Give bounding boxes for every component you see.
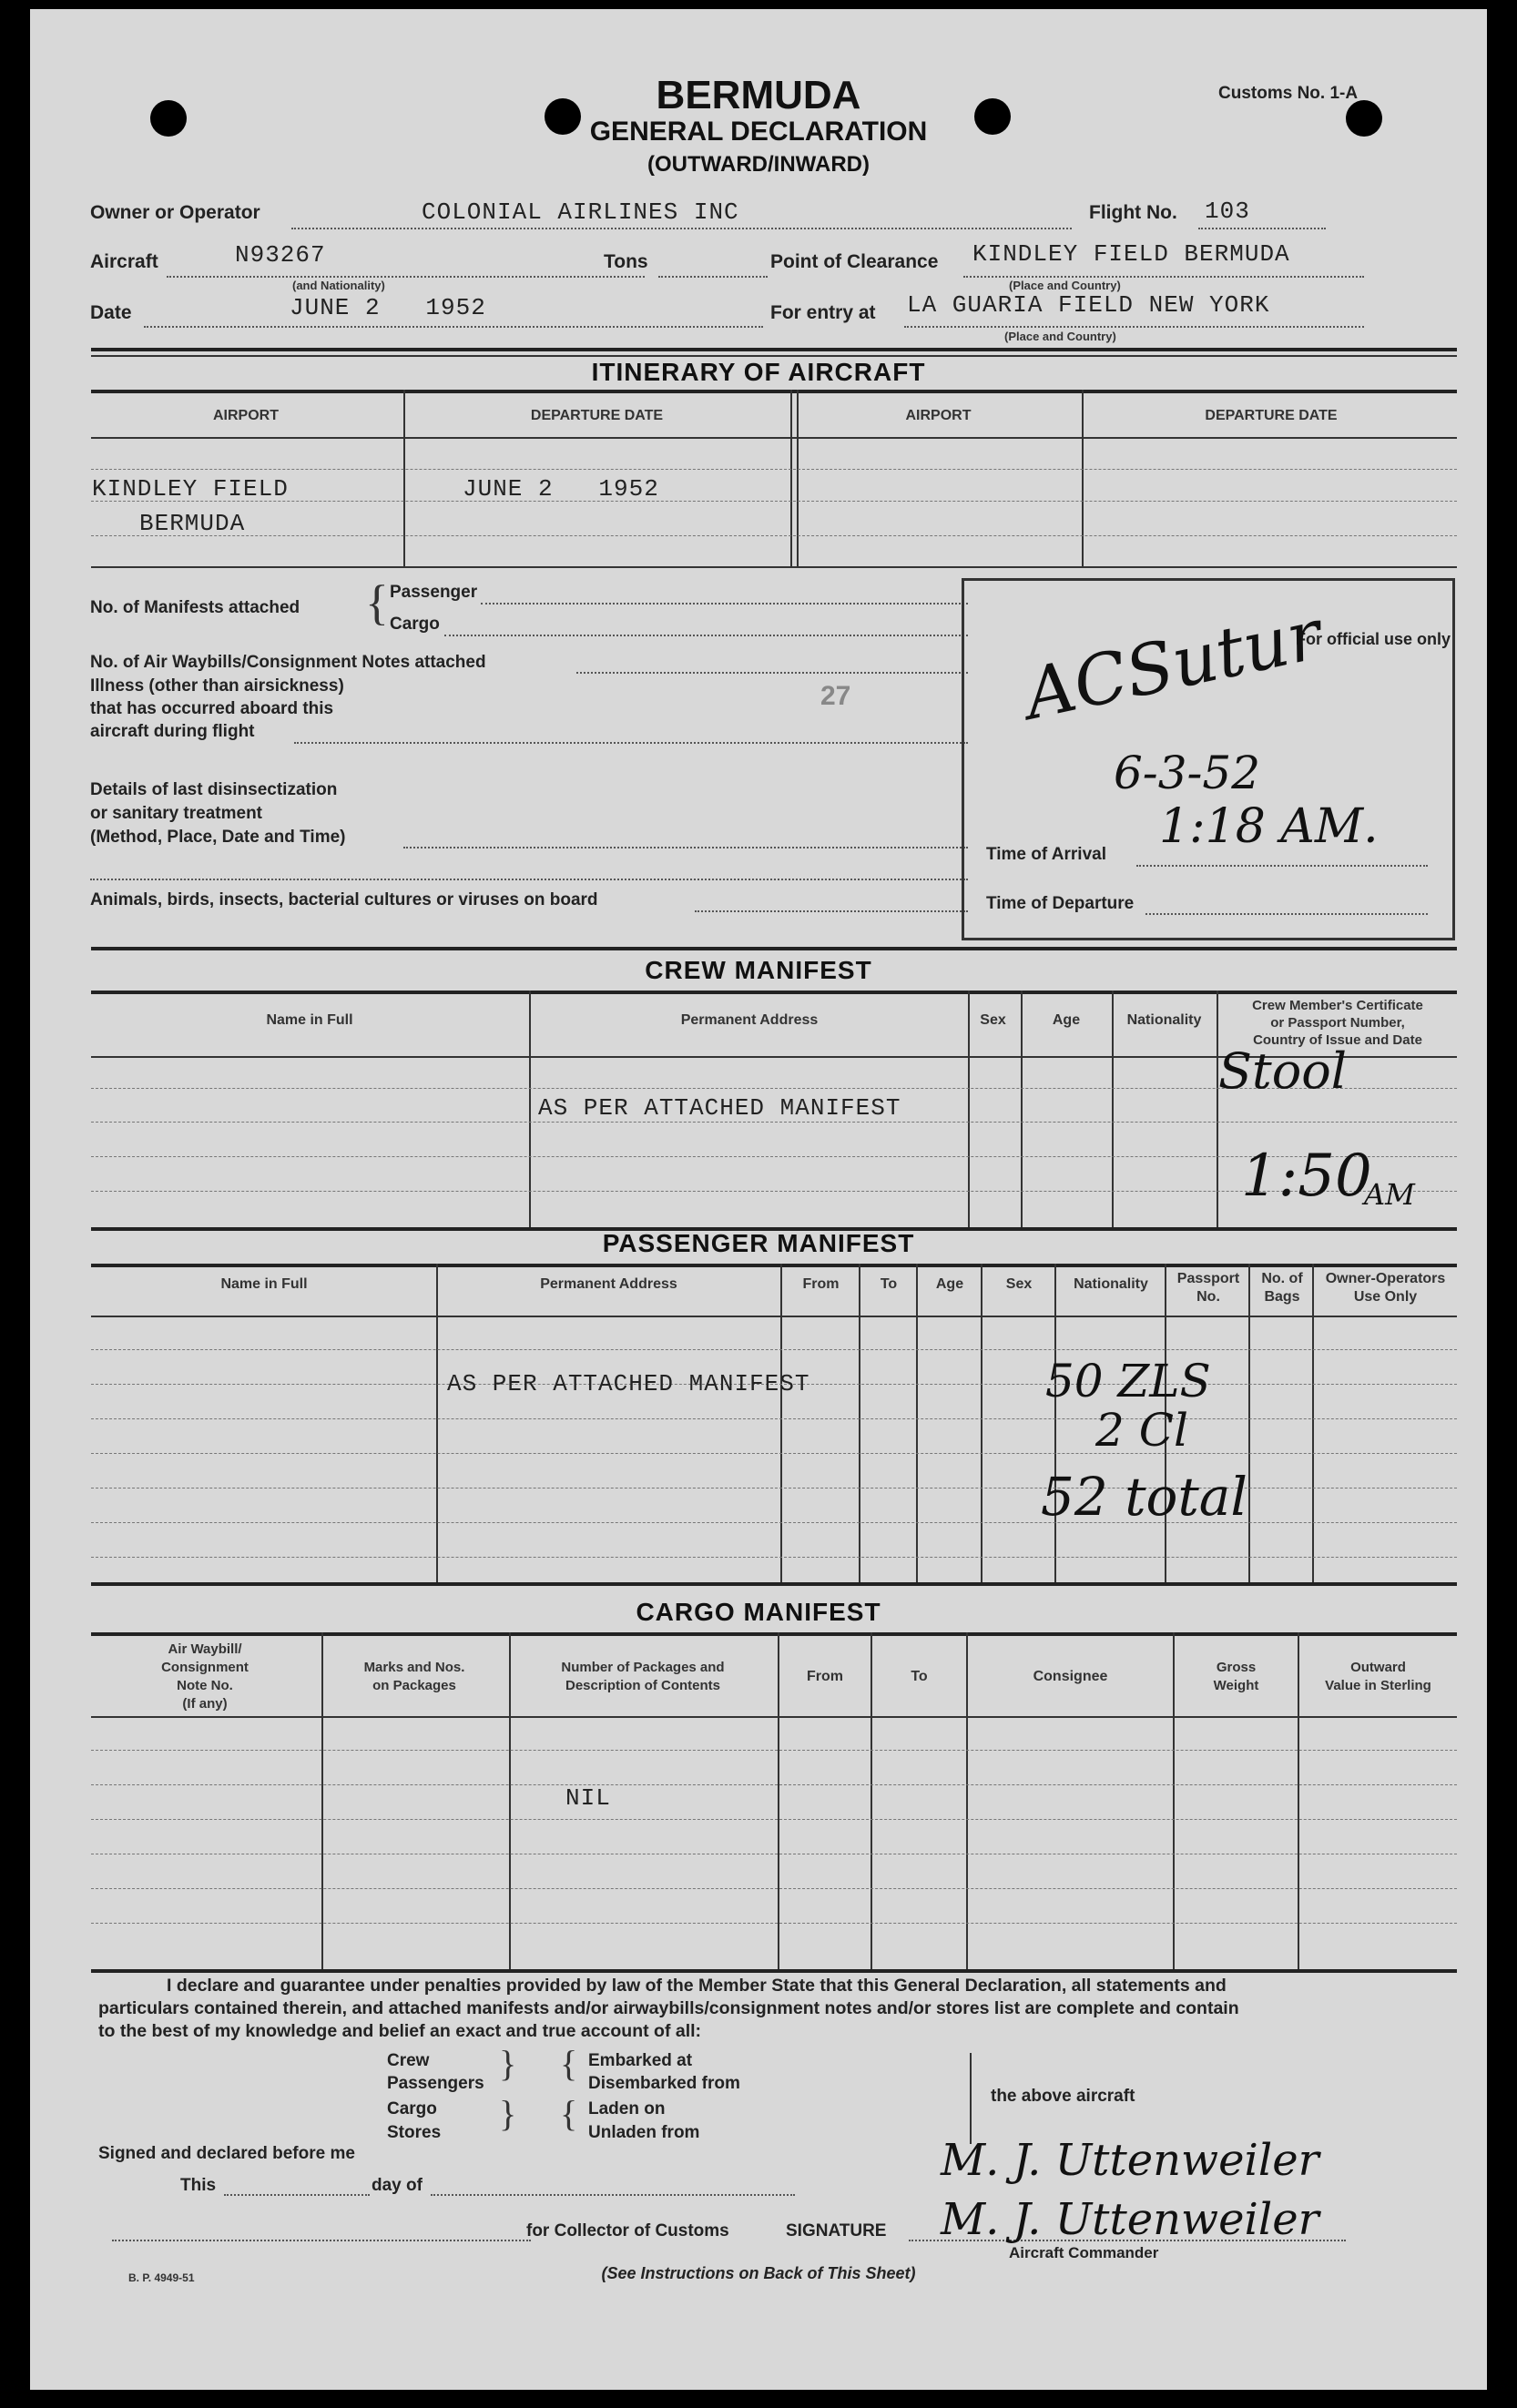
passenger-col-nationality: Nationality — [1074, 1276, 1148, 1292]
cargo-col-waybill-1: Air Waybill/ — [168, 1641, 242, 1657]
itinerary-col-line — [1082, 390, 1084, 567]
cargo-row-line — [91, 1716, 1457, 1718]
crew-hand-note-1: Stool — [1218, 1042, 1347, 1100]
declaration-passengers: Passengers — [387, 2074, 484, 2093]
declaration-sheet — [30, 9, 1487, 2390]
form-direction: (OUTWARD/INWARD) — [647, 152, 870, 177]
crew-col-line — [968, 991, 970, 1227]
owner-value[interactable]: COLONIAL AIRLINES INC — [422, 198, 739, 226]
collector-line — [112, 2240, 531, 2241]
tons-line — [658, 276, 768, 278]
passenger-col-line — [981, 1264, 982, 1582]
cargo-col-weight-1: Gross — [1216, 1660, 1257, 1675]
crew-col-line — [1021, 991, 1023, 1227]
illness-label-1: Illness (other than airsickness) — [90, 676, 344, 696]
passenger-row-line — [91, 1453, 1457, 1454]
itinerary-row-line — [91, 469, 1457, 470]
cargo-col-line — [1173, 1632, 1175, 1969]
declaration-signature-label: SIGNATURE — [786, 2221, 887, 2240]
declaration-day-of: day of — [372, 2176, 423, 2195]
arrival-label: Time of Arrival — [986, 845, 1106, 864]
itinerary-row-line — [91, 437, 1457, 439]
arrival-time: 1:18 AM. — [1159, 799, 1379, 854]
arrival-line — [1136, 865, 1428, 867]
departure-time-line — [1145, 913, 1428, 915]
cargo-head-rule — [91, 1632, 1457, 1636]
passenger-col-bags-2: Bags — [1264, 1289, 1300, 1305]
official-date: 6-3-52 — [1114, 747, 1261, 799]
aircraft-label: Aircraft — [90, 251, 158, 272]
disinsect-line — [403, 847, 968, 848]
aircraft-line — [167, 276, 645, 278]
cargo-col-marks-2: on Packages — [372, 1678, 456, 1693]
declaration-signed: Signed and declared before me — [98, 2144, 355, 2163]
crew-title: CREW MANIFEST — [645, 956, 872, 984]
passenger-hand-note-1: 50 ZLS — [1045, 1355, 1211, 1407]
cargo-col-weight-2: Weight — [1213, 1678, 1259, 1693]
commander-signature-2: M. J. Uttenweiler — [941, 2194, 1319, 2245]
date-label: Date — [90, 302, 132, 323]
cargo-count-line — [444, 635, 968, 636]
instructions-note: (See Instructions on Back of This Sheet) — [601, 2264, 916, 2282]
flight-line — [1198, 228, 1326, 229]
animals-line — [695, 910, 968, 912]
crew-row-line — [91, 1122, 1457, 1123]
waybills-label: No. of Air Waybills/Consignment Notes attached — [90, 653, 486, 672]
passenger-col-line — [859, 1264, 860, 1582]
itinerary-title: ITINERARY OF AIRCRAFT — [591, 358, 926, 386]
passenger-col-line — [1248, 1264, 1250, 1582]
clearance-line — [963, 276, 1364, 278]
itinerary-col-line — [790, 390, 792, 567]
itinerary-airport-line2[interactable]: BERMUDA — [139, 510, 246, 537]
passenger-row-line — [91, 1557, 1457, 1558]
declaration-stores: Stores — [387, 2123, 442, 2142]
passenger-row-line — [91, 1316, 1457, 1317]
crew-col-sex: Sex — [980, 1012, 1006, 1028]
crew-col-address: Permanent Address — [680, 1012, 819, 1028]
cargo-col-packages-2: Description of Contents — [565, 1678, 720, 1693]
crew-col-age: Age — [1052, 1012, 1081, 1028]
cargo-col-value-2: Value in Sterling — [1325, 1678, 1431, 1693]
manifests-label: No. of Manifests attached — [90, 598, 300, 617]
passenger-col-line — [780, 1264, 782, 1582]
passenger-col-address: Permanent Address — [540, 1276, 677, 1292]
passenger-col-sex: Sex — [1005, 1276, 1033, 1292]
passenger-col-line — [436, 1264, 438, 1582]
cargo-col-waybill-4: (If any) — [182, 1696, 228, 1712]
form-number: B. P. 4949-51 — [128, 2271, 195, 2284]
declaration-brace: { — [560, 2043, 578, 2084]
declaration-commander: Aircraft Commander — [1009, 2244, 1159, 2261]
crew-hand-note-3: AM — [1364, 1177, 1415, 1212]
passenger-typed-entry[interactable]: AS PER ATTACHED MANIFEST — [447, 1370, 810, 1397]
disinsect-line-2 — [90, 879, 968, 880]
disinsect-label-3: (Method, Place, Date and Time) — [90, 828, 346, 847]
crew-top-rule — [91, 947, 1457, 950]
clearance-label: Point of Clearance — [770, 251, 939, 272]
day-line — [224, 2194, 370, 2196]
cargo-col-from: From — [807, 1669, 843, 1684]
cargo-col-waybill-3: Note No. — [177, 1678, 233, 1693]
crew-col-cert-2: or Passport Number, — [1270, 1015, 1405, 1031]
passenger-col-line — [1054, 1264, 1056, 1582]
aircraft-value[interactable]: N93267 — [235, 241, 326, 269]
declaration-above-aircraft: the above aircraft — [991, 2087, 1135, 2106]
cargo-col-packages-1: Number of Packages and — [561, 1660, 725, 1675]
disinsect-label-2: or sanitary treatment — [90, 804, 263, 823]
passenger-col-line — [1312, 1264, 1314, 1582]
passenger-head-rule — [91, 1264, 1457, 1267]
waybills-line — [576, 672, 968, 674]
declaration-brace: } — [499, 2093, 517, 2134]
itinerary-col-line — [403, 390, 405, 567]
date-value[interactable]: JUNE 2 1952 — [290, 294, 486, 321]
passenger-title: PASSENGER MANIFEST — [602, 1229, 915, 1257]
itinerary-head-rule — [91, 390, 1457, 393]
crew-col-name: Name in Full — [266, 1012, 353, 1028]
itinerary-col-line — [797, 390, 799, 567]
cargo-row-line — [91, 1750, 1457, 1751]
itinerary-col-airport-2: AIRPORT — [905, 408, 972, 423]
entry-label: For entry at — [770, 302, 876, 323]
cargo-title: CARGO MANIFEST — [636, 1598, 881, 1626]
entry-sublabel: (Place and Country) — [1004, 330, 1116, 343]
passenger-col-owner-1: Owner-Operators — [1325, 1271, 1446, 1286]
crew-col-cert-3: Country of Issue and Date — [1253, 1032, 1422, 1048]
itinerary-row-line — [91, 535, 1457, 536]
passenger-col-owner-2: Use Only — [1353, 1289, 1418, 1305]
declaration-crew: Crew — [387, 2051, 430, 2070]
passenger-hand-note-2: 2 Cl — [1095, 1404, 1188, 1457]
clearance-sublabel: (Place and Country) — [1009, 279, 1121, 292]
declaration-brace: } — [499, 2043, 517, 2084]
month-line — [431, 2194, 795, 2196]
departure-time-label: Time of Departure — [986, 894, 1135, 913]
passenger-count-line — [481, 603, 968, 605]
entry-line — [904, 326, 1364, 328]
passenger-row-line — [91, 1349, 1457, 1350]
cargo-col-line — [778, 1632, 779, 1969]
itinerary-top-rule-2 — [91, 355, 1457, 357]
passenger-row-line — [91, 1522, 1457, 1523]
crew-hand-note-2: 1:50 — [1241, 1143, 1372, 1210]
passenger-col-from: From — [802, 1276, 840, 1292]
aircraft-sublabel: (and Nationality) — [292, 279, 385, 292]
itinerary-col-departure-2: DEPARTURE DATE — [1205, 408, 1338, 423]
manifests-brace: { — [365, 575, 389, 630]
cargo-row-line — [91, 1784, 1457, 1785]
illness-label-2: that has occurred aboard this — [90, 699, 334, 718]
cargo-col-line — [321, 1632, 323, 1969]
declaration-disembarked: Disembarked from — [588, 2074, 740, 2093]
cargo-count-label: Cargo — [390, 615, 440, 634]
crew-head-rule — [91, 991, 1457, 994]
cargo-bottom-rule — [91, 1969, 1457, 1973]
stamp-number: 27 — [820, 681, 851, 711]
cargo-col-line — [966, 1632, 968, 1969]
crew-typed-entry[interactable]: AS PER ATTACHED MANIFEST — [538, 1094, 901, 1122]
declaration-cargo: Cargo — [387, 2099, 437, 2118]
animals-label: Animals, birds, insects, bacterial cultures or viruses on board — [90, 890, 598, 909]
itinerary-airport-line1[interactable]: KINDLEY FIELD — [92, 475, 289, 503]
passenger-bottom-rule — [91, 1582, 1457, 1586]
crew-col-line — [1112, 991, 1114, 1227]
declaration-line-3: to the best of my knowledge and belief an exact and true account of all: — [98, 2021, 702, 2041]
passenger-col-name: Name in Full — [220, 1276, 308, 1292]
commander-signature-1: M. J. Uttenweiler — [941, 2135, 1319, 2186]
declaration-line-1: I declare and guarantee under penalties provided by law of the Member State that this General Declaration, all statements and — [167, 1976, 1227, 1996]
cargo-col-line — [509, 1632, 511, 1969]
cargo-col-line — [870, 1632, 872, 1969]
official-use-label: For official use only — [1296, 630, 1451, 648]
cargo-row-line — [91, 1819, 1457, 1820]
cargo-row-line — [91, 1923, 1457, 1924]
form-subtitle: GENERAL DECLARATION — [589, 117, 928, 147]
declaration-bracket-line — [970, 2053, 972, 2144]
owner-line — [291, 228, 1072, 229]
passenger-hand-note-3: 52 total — [1041, 1466, 1247, 1528]
flight-label: Flight No. — [1089, 202, 1177, 223]
itinerary-col-departure-1: DEPARTURE DATE — [530, 408, 664, 423]
passenger-col-age: Age — [935, 1276, 964, 1292]
date-line — [144, 326, 763, 328]
declaration-laden: Laden on — [588, 2099, 666, 2118]
illness-line — [294, 742, 968, 744]
customs-form-code: Customs No. 1-A — [1218, 84, 1359, 103]
passenger-col-bags-1: No. of — [1261, 1271, 1303, 1286]
crew-col-nationality: Nationality — [1126, 1012, 1202, 1028]
crew-col-line — [529, 991, 531, 1227]
cargo-col-marks-1: Marks and Nos. — [363, 1660, 465, 1675]
owner-label: Owner or Operator — [90, 202, 260, 223]
cargo-col-to: To — [911, 1669, 928, 1684]
flight-value[interactable]: 103 — [1205, 198, 1250, 225]
passenger-col-to: To — [880, 1276, 898, 1292]
passenger-col-passport-1: Passport — [1176, 1271, 1240, 1286]
entry-value[interactable]: LA GUARIA FIELD NEW YORK — [907, 291, 1270, 319]
itinerary-top-rule — [91, 348, 1457, 351]
passenger-row-line — [91, 1418, 1457, 1419]
crew-col-cert-1: Crew Member's Certificate — [1252, 998, 1423, 1013]
cargo-typed-entry[interactable]: NIL — [565, 1784, 611, 1812]
itinerary-row-line — [91, 501, 1457, 502]
form-title: BERMUDA — [656, 73, 861, 117]
declaration-brace: { — [560, 2093, 578, 2134]
clearance-value[interactable]: KINDLEY FIELD BERMUDA — [972, 240, 1290, 268]
official-signature: ACSutur — [1017, 593, 1329, 736]
itinerary-departure-value[interactable]: JUNE 2 1952 — [463, 475, 659, 503]
passenger-count-label: Passenger — [390, 583, 478, 602]
cargo-col-value-1: Outward — [1350, 1660, 1406, 1675]
passenger-col-line — [916, 1264, 918, 1582]
declaration-line-2: particulars contained therein, and attached manifests and/or airwaybills/consignment notes and/or stores list are complete and contain — [98, 1998, 1239, 2018]
cargo-row-line — [91, 1888, 1457, 1889]
cargo-col-waybill-2: Consignment — [161, 1660, 249, 1675]
tons-label: Tons — [604, 251, 648, 272]
cargo-col-consignee: Consignee — [1033, 1669, 1108, 1684]
declaration-this: This — [180, 2176, 217, 2195]
cargo-col-line — [1298, 1632, 1299, 1969]
crew-col-line — [1217, 991, 1218, 1227]
disinsect-label-1: Details of last disinsectization — [90, 780, 338, 799]
declaration-collector: for Collector of Customs — [526, 2221, 729, 2240]
declaration-embarked: Embarked at — [588, 2051, 693, 2070]
itinerary-col-airport-1: AIRPORT — [213, 408, 279, 423]
passenger-col-passport-2: No. — [1196, 1289, 1220, 1305]
declaration-unladen: Unladen from — [588, 2123, 700, 2142]
illness-label-3: aircraft during flight — [90, 722, 255, 741]
itinerary-bottom-rule — [91, 566, 1457, 568]
